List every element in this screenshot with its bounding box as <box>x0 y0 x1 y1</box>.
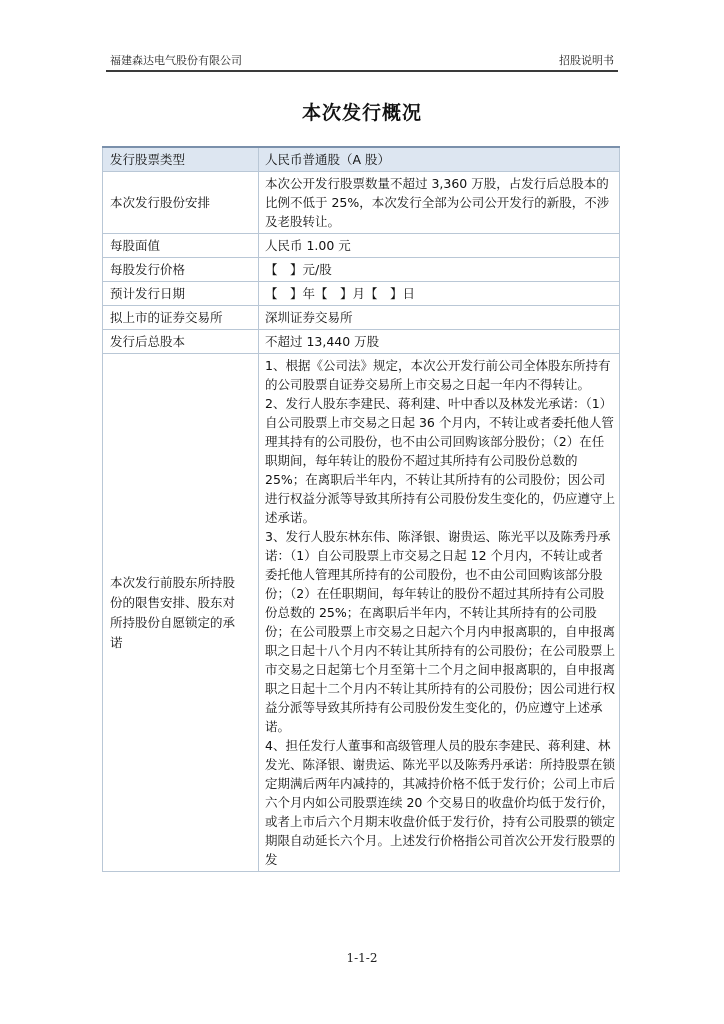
company-name: 福建森达电气股份有限公司 <box>110 54 242 67</box>
row-value: 人民币普通股（A 股） <box>259 147 620 172</box>
commitment-paragraph-1: 1、根据《公司法》规定，本次公开发行前公司全体股东所持有的公司股票自证券交易所上市交易之日起一年内不得转让。 <box>265 358 611 392</box>
row-value: 本次公开发行股票数量不超过 3,360 万股，占发行后总股本的比例不低于 25%，本次发行全部为公司公开发行的新股，不涉及老股转让。 <box>259 172 620 234</box>
lockup-commitments <box>259 354 620 872</box>
table-row-lockup <box>103 354 620 872</box>
table-row <box>103 147 620 172</box>
lockup-label: 本次发行前股东所持股份的限售安排、股东对所持股份自愿锁定的承诺 <box>103 354 259 872</box>
row-label: 发行后总股本 <box>103 330 259 354</box>
row-value: 深圳证券交易所 <box>259 306 620 330</box>
row-value: 人民币 1.00 元 <box>259 234 620 258</box>
table-row <box>103 330 620 354</box>
commitment-paragraph-3: 3、发行人股东林东伟、陈泽银、谢贵运、陈光平以及陈秀丹承诺：（1）自公司股票上市交易之日起 12 个月内，不转让或者委托他人管理其所持有的公司股份，也不由公司回购该部分股份；（2）在任职期间，每年转让的股份不超过其所持有公司股份总数的 25%；在离职后半年内，不转让其所持有的公司股份；在公司股票上市交易之日起六个月内申报离职的，自申报离职之日起十八个月内不转让其所持有的公司股份；在公司股票上市交易之日起第七个月至第十二个月之间申报离职的，自申报离职之日起十二个月内不转让其所持有的公司股份；因公司进行权益分派等导致其所持有公司股份发生变化的，仍应遵守上述承诺。 <box>265 529 616 734</box>
row-label: 每股发行价格 <box>103 258 259 282</box>
document-type: 招股说明书 <box>559 54 614 67</box>
row-label: 拟上市的证券交易所 <box>103 306 259 330</box>
page-title: 本次发行概况 <box>301 102 422 124</box>
row-label: 本次发行股份安排 <box>103 172 259 234</box>
row-label: 发行股票类型 <box>103 147 259 172</box>
offering-summary-table <box>102 146 620 872</box>
table-row <box>103 234 620 258</box>
row-label: 预计发行日期 <box>103 282 259 306</box>
row-value: 【 】年【 】月【 】日 <box>259 282 620 306</box>
table-row <box>103 306 620 330</box>
commitment-paragraph-2: 2、发行人股东李建民、蒋利建、叶中香以及林发光承诺：（1）自公司股票上市交易之日起 36 个月内，不转让或者委托他人管理其持有的公司股份，也不由公司回购该部分股份；（2）在任职期间，每年转让的股份不超过其所持有公司股份总数的 25%；在离职后半年内，不转让其所持有的公司股份；因公司进行权益分派等导致其所持有公司股份发生变化的，仍应遵守上述承诺。 <box>265 396 616 525</box>
row-value: 【 】元/股 <box>259 258 620 282</box>
header-divider <box>106 70 618 72</box>
table-row <box>103 282 620 306</box>
table-row <box>103 172 620 234</box>
running-header <box>108 52 616 68</box>
table-row <box>103 258 620 282</box>
page-number: 1-1-2 <box>346 951 378 965</box>
row-label: 每股面值 <box>103 234 259 258</box>
row-value: 不超过 13,440 万股 <box>259 330 620 354</box>
commitment-paragraph-4: 4、担任发行人董事和高级管理人员的股东李建民、蒋利建、林发光、陈泽银、谢贵运、陈光平以及陈秀丹承诺：所持股票在锁定期满后两年内减持的，其减持价格不低于发行价；公司上市后六个月内如公司股票连续 20 个交易日的收盘价均低于发行价，或者上市后六个月期末收盘价低于发行价，持有公司股票的锁定期限自动延长六个月。上述发行价格指公司首次公开发行股票的发 <box>265 738 616 867</box>
